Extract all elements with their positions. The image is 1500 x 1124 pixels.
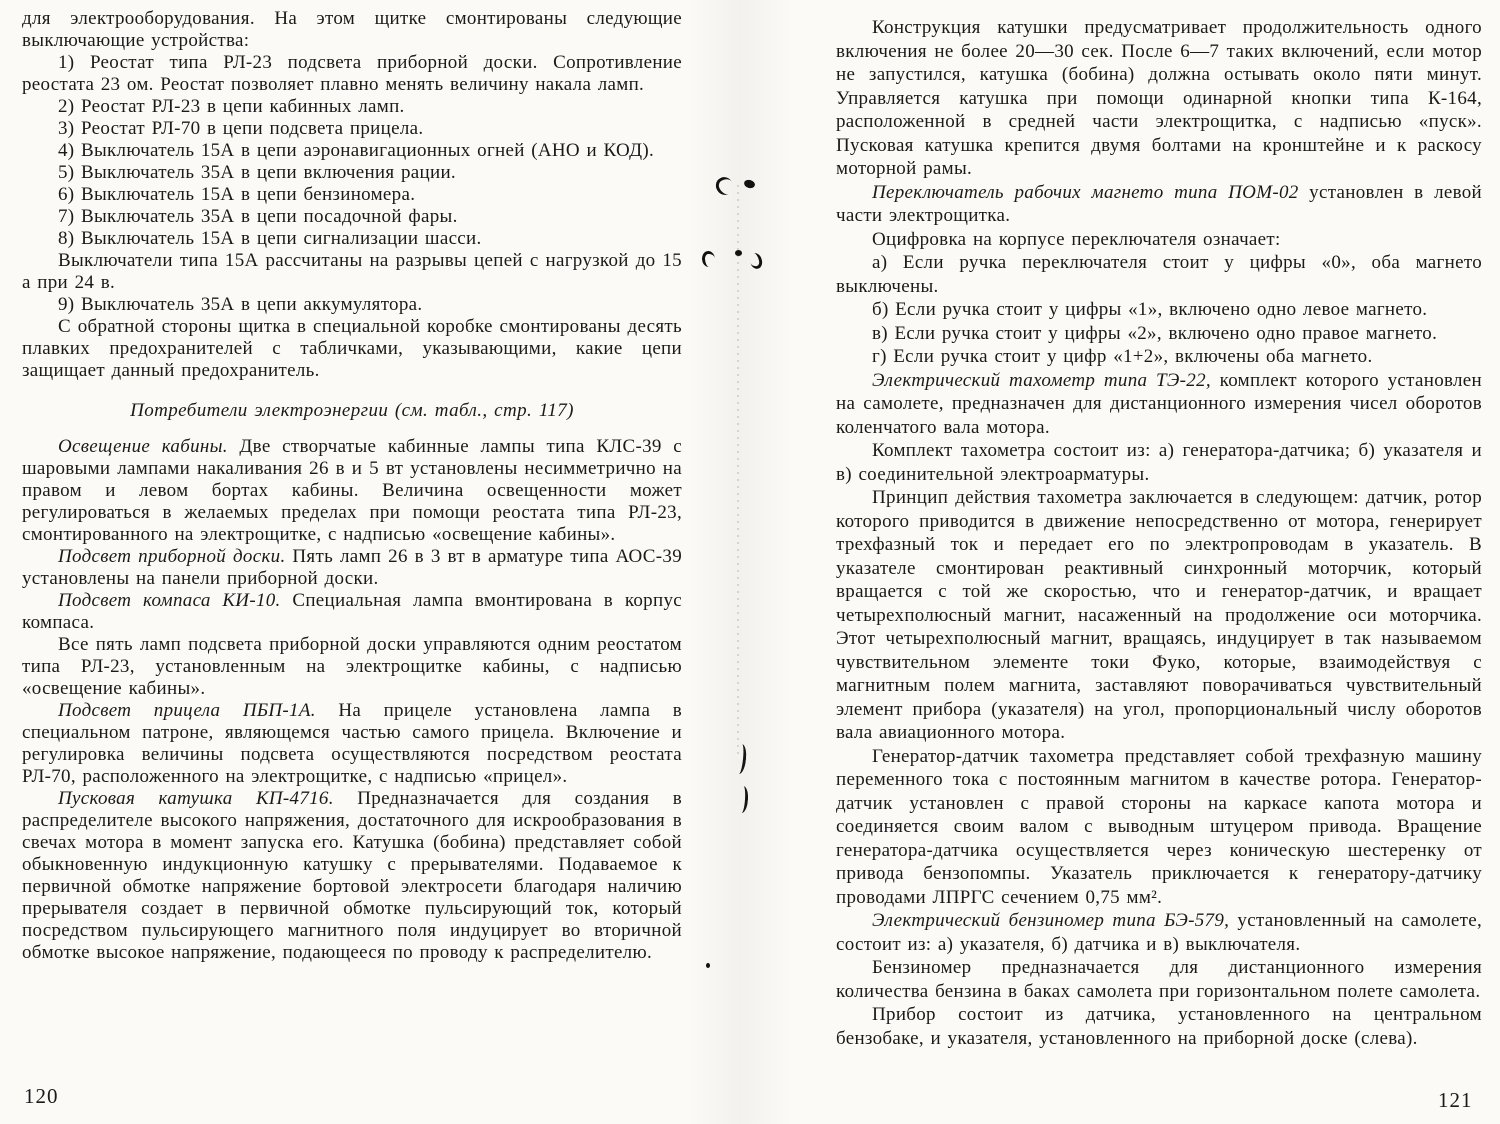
ink-speck [736, 786, 749, 814]
gutter-binding-line [737, 185, 739, 755]
paragraph-text: Оцифровка на корпусе переключателя означает: [872, 228, 1281, 250]
paragraph [22, 546, 682, 590]
paragraph-text: Пять ламп 26 в 3 вт в арматуре типа АОС-39 установлены на панели приборной доски. [22, 546, 682, 589]
ink-speck [706, 963, 710, 968]
paragraph-lead: Подсвет приборной доски. [58, 546, 286, 567]
ink-speck [713, 174, 737, 198]
paragraph [22, 788, 682, 964]
left-page [22, 8, 682, 1078]
list-item [22, 294, 682, 316]
ink-speck [735, 250, 742, 256]
paragraph [22, 590, 682, 634]
list-item [22, 206, 682, 228]
page-number-right: 121 [1438, 1088, 1473, 1112]
paragraph-text: Конструкция катушки предусматривает продолжительность одного включения не более 20—30 сек. После 6—7 таких включений, если мотор не запустился, катушка (бобина) должна остывать около пяти минут. Управляется катушка при помощи одинарной кнопки типа К-164, расположенной в средней части электрощитка, с надписью «пуск». Пусковая катушка крепится двумя болтами на кронштейне и к раскосу моторной рамы. [836, 17, 1482, 179]
section-heading: Потребители электроэнергии (см. табл., стр. 117) [130, 400, 574, 421]
paragraph [836, 956, 1482, 1003]
paragraph [22, 634, 682, 700]
paragraph-text: Принцип действия тахометра заключается в следующем: датчик, ротор которого приводится в движение непосредственно от мотора, генерирует трехфазный ток и передает его по электропроводам в указатель. В указателе смонтирован реактивный синхронный моторчик, который вращается с той же скоростью, что и генератор-датчик, и вращает четырехполюсный магнит, насаженный на продолжение оси моторчика. Этот четырехполюсный магнит, вращаясь, индуцирует в так называемом чувствительном элементе токи Фуко, которые, взаимодействуя с магнитным полем магнита, заставляют поворачиваться чувствительный элемент прибора (указателя) на угол, пропорциональный числу оборотов вала авиационного мотора. [836, 487, 1482, 743]
paragraph-text: 8) Выключатель 15А в цепи сигнализации шасси. [58, 228, 482, 249]
paragraph-lead: Освещение кабины. [58, 436, 228, 457]
gutter-shadow [688, 0, 792, 1124]
paragraph-text: комплект которого установлен на самолете, предназначен для дистанционного измерения чисел оборотов коленчатого вала мотора. [836, 369, 1482, 438]
paragraph-text: в) Если ручка стоит у цифры «2», включено одно правое магнето. [872, 322, 1438, 344]
list-item [22, 140, 682, 162]
paragraph [836, 486, 1482, 745]
paragraph [22, 8, 682, 52]
paragraph [22, 316, 682, 382]
list-item [22, 96, 682, 118]
list-item [22, 184, 682, 206]
paragraph-text: 2) Реостат РЛ-23 в цепи кабинных ламп. [58, 96, 405, 117]
paragraph-text: Комплект тахометра состоит из: а) генератора-датчика; б) указателя и в) соединительной электроарматуры. [836, 440, 1482, 485]
list-item [22, 52, 682, 96]
paragraph [836, 16, 1482, 181]
paragraph-text: 1) Реостат типа РЛ-23 подсвета приборной доски. Сопротивление реостата 23 ом. Реостат позволяет плавно менять величину накала ламп. [22, 52, 682, 95]
paragraph [22, 436, 682, 546]
paragraph-text: 5) Выключатель 35А в цепи включения рации. [58, 162, 456, 183]
paragraph [836, 228, 1482, 252]
list-item [836, 251, 1482, 298]
list-item [22, 118, 682, 140]
paragraph-text: С обратной стороны щитка в специальной коробке смонтированы десять плавких предохранителей с табличками, указывающими, какие цепи защищает данный предохранитель. [22, 316, 682, 381]
paragraph-text: 3) Реостат РЛ-70 в цепи подсвета прицела. [58, 118, 424, 139]
paragraph-text: 6) Выключатель 15А в цепи бензиномера. [58, 184, 416, 205]
paragraph [22, 700, 682, 788]
ink-speck [743, 179, 756, 190]
paragraph [836, 369, 1482, 440]
paragraph-text: а) Если ручка переключателя стоит у цифры «0», оба магнето выключены. [836, 252, 1482, 297]
paragraph-text: Бензиномер предназначается для дистанционного измерения количества бензина в баках самолета при горизонтальном полете самолета. [836, 957, 1482, 1002]
page-number-left: 120 [24, 1084, 59, 1108]
paragraph-text: 9) Выключатель 35А в цепи аккумулятора. [58, 294, 423, 315]
list-item [22, 162, 682, 184]
list-item [836, 322, 1482, 346]
paragraph-text: Специальная лампа вмонтирована в корпус компаса. [22, 590, 682, 633]
list-item [836, 345, 1482, 369]
paragraph-text: 4) Выключатель 15А в цепи аэронавигационных огней (АНО и КОД). [58, 140, 655, 161]
paragraph-lead: Электрический тахометр типа ТЭ-22, [872, 369, 1211, 391]
paragraph-lead: Пусковая катушка КП-4716. [58, 788, 334, 809]
right-page [836, 16, 1482, 1086]
paragraph-text: Выключатели типа 15А рассчитаны на разрывы цепей с нагрузкой до 15 а при 24 в. [22, 250, 682, 293]
ink-speck [701, 250, 715, 267]
paragraph-lead: Подсвет прицела ПБП-1А. [58, 700, 316, 721]
ink-speck [733, 744, 747, 775]
paragraph [836, 1003, 1482, 1050]
paragraph [836, 909, 1482, 956]
paragraph-text: Предназначается для создания в распределителе высокого напряжения, достаточного для искрообразования в свечах мотора в момент запуска его. Катушка (бобина) представляет собой обыкновенную индукционную катушку с прерывателями. Подаваемое к первичной обмотке напряжение бортовой электросети благодаря наличию прерывателя создает в первичной обмотке пульсирующий ток, который посредством пульсирующего магнитного поля индуцирует во вторичной обмотке высокое напряжение, подающееся по проводу к распределителю. [22, 788, 682, 963]
paragraph-text: б) Если ручка стоит у цифры «1», включено одно левое магнето. [872, 299, 1428, 320]
paragraph-text: г) Если ручка стоит у цифр «1+2», включены оба магнето. [872, 346, 1373, 367]
list-item [836, 298, 1482, 322]
paragraph-text: Генератор-датчик тахометра представляет собой трехфазную машину переменного тока с постоянным магнитом в качестве ротора. Генератор-датчик установлен с правой стороны на каркасе капота мотора и соединяется своим валом с выводным штуцером привода. Вращение генератора-датчика осуществляется через коническую шестеренку от привода бензопомпы. Указатель приключается к генератору-датчику проводами ЛПРГС сечением 0,75 мм². [836, 745, 1482, 908]
paragraph-lead: Переключатель рабочих магнето типа ПОМ-02 [872, 181, 1299, 203]
paragraph-text: для электрооборудования. На этом щитке смонтированы следующие выключающие устройства: [22, 8, 682, 51]
paragraph-text: установлен в левой части электрощитка. [836, 181, 1482, 226]
list-item [22, 228, 682, 250]
paragraph-text: 7) Выключатель 35А в цепи посадочной фары. [58, 206, 458, 227]
paragraph-text: На прицеле установлена лампа в специальном патроне, являющемся частью самого прицела. Включение и регулировка величины подсвета осуществляются посредством реостата РЛ-70, расположенного на электрощитке, с надписью «прицел». [22, 700, 682, 787]
paragraph-lead: Подсвет компаса КИ-10. [58, 590, 281, 611]
paragraph [22, 250, 682, 294]
paragraph [836, 181, 1482, 228]
paragraph [836, 745, 1482, 910]
paragraph-text: установленный на самолете, состоит из: а) указателя, б) датчика и в) выключателя. [836, 910, 1482, 955]
paragraph-text: Две створчатые кабинные лампы типа КЛС-39 с шаровыми лампами накаливания 26 в и 5 вт установлены несимметрично на правом и левом бортах кабины. Величина освещенности может регулироваться в желаемых пределах при помощи реостата типа РЛ-23, смонтированного на электрощитке, с надписью «освещение кабины». [22, 436, 682, 545]
paragraph-text: Все пять ламп подсвета приборной доски управляются одним реостатом типа РЛ-23, установленным на электрощитке кабины, с надписью «освещение кабины». [22, 634, 682, 699]
paragraph-lead: Электрический бензиномер типа БЭ-579, [872, 910, 1230, 931]
paragraph [836, 439, 1482, 486]
paragraph-text: Прибор состоит из датчика, установленного на центральном бензобаке, и указателя, установленного на приборной доске (слева). [836, 1004, 1482, 1049]
ink-speck [748, 252, 764, 271]
